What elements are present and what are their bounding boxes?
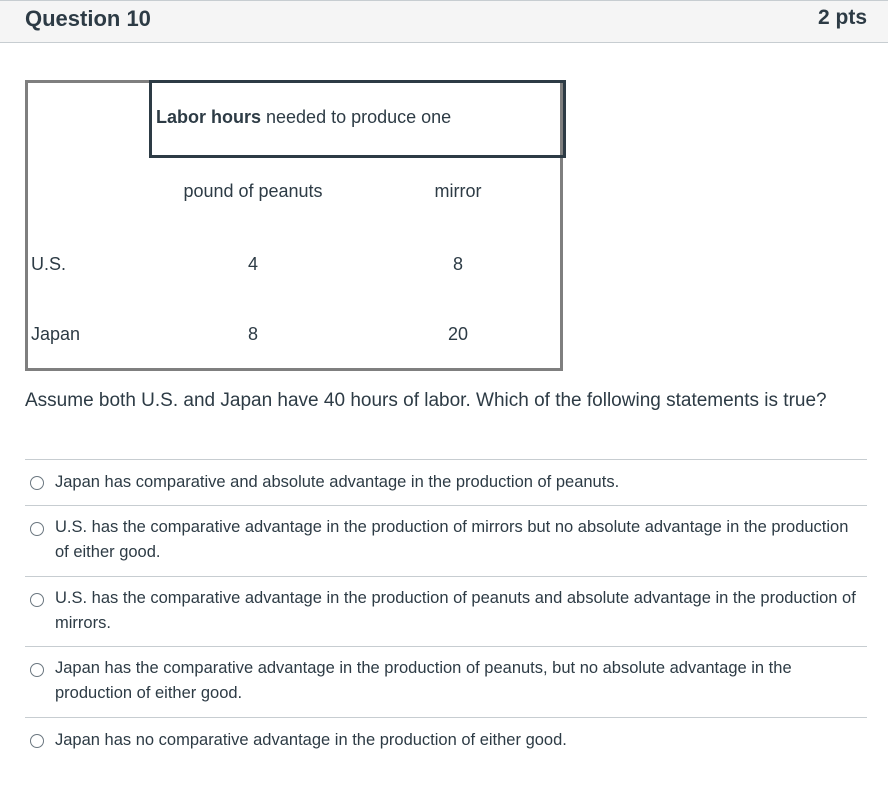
answer-option-5[interactable] xyxy=(25,718,867,764)
radio-button-4[interactable] xyxy=(30,663,44,677)
answer-option-2[interactable] xyxy=(25,506,867,577)
japan-mirror-value: 20 xyxy=(447,324,469,344)
radio-button-3[interactable] xyxy=(30,593,44,607)
table-header-bold: Labor hours xyxy=(156,107,262,127)
column-header-mirror: mirror xyxy=(434,181,482,201)
answer-text-5: Japan has no comparative advantage in the production of either good. xyxy=(55,731,567,749)
us-mirror-value: 8 xyxy=(452,254,463,274)
table-header-rest: needed to produce one xyxy=(261,107,452,127)
question-points: 2 pts xyxy=(817,6,867,29)
answer-option-4[interactable] xyxy=(25,647,867,718)
japan-peanuts-value: 8 xyxy=(247,324,258,344)
question-prompt: Assume both U.S. and Japan have 40 hours of labor. Which of the following statements is true? xyxy=(25,390,827,411)
labor-hours-table xyxy=(25,80,563,371)
answer-list xyxy=(25,459,867,764)
question-header xyxy=(0,0,888,43)
table-header-cell xyxy=(149,80,566,158)
radio-button-1[interactable] xyxy=(30,476,44,490)
us-peanuts-value: 4 xyxy=(247,254,258,274)
row-label-japan: Japan xyxy=(31,324,81,344)
answer-text-1: Japan has comparative and absolute advantage in the production of peanuts. xyxy=(55,473,620,491)
table-header-text xyxy=(156,107,451,128)
answer-text-4: Japan has the comparative advantage in the production of peanuts, but no absolute advantage in the production of either good. xyxy=(55,659,792,702)
answer-text-3: U.S. has the comparative advantage in the production of peanuts and absolute advantage in the production of mirrors. xyxy=(55,589,856,632)
answer-text-2: U.S. has the comparative advantage in the production of mirrors but no absolute advantage in the production of either good. xyxy=(55,518,849,561)
row-label-us: U.S. xyxy=(31,254,67,274)
answer-option-1[interactable] xyxy=(25,460,867,506)
answer-option-3[interactable] xyxy=(25,577,867,647)
radio-button-5[interactable] xyxy=(30,734,44,748)
column-header-peanuts: pound of peanuts xyxy=(183,181,323,201)
radio-button-2[interactable] xyxy=(30,522,44,536)
question-title: Question 10 xyxy=(25,6,151,31)
